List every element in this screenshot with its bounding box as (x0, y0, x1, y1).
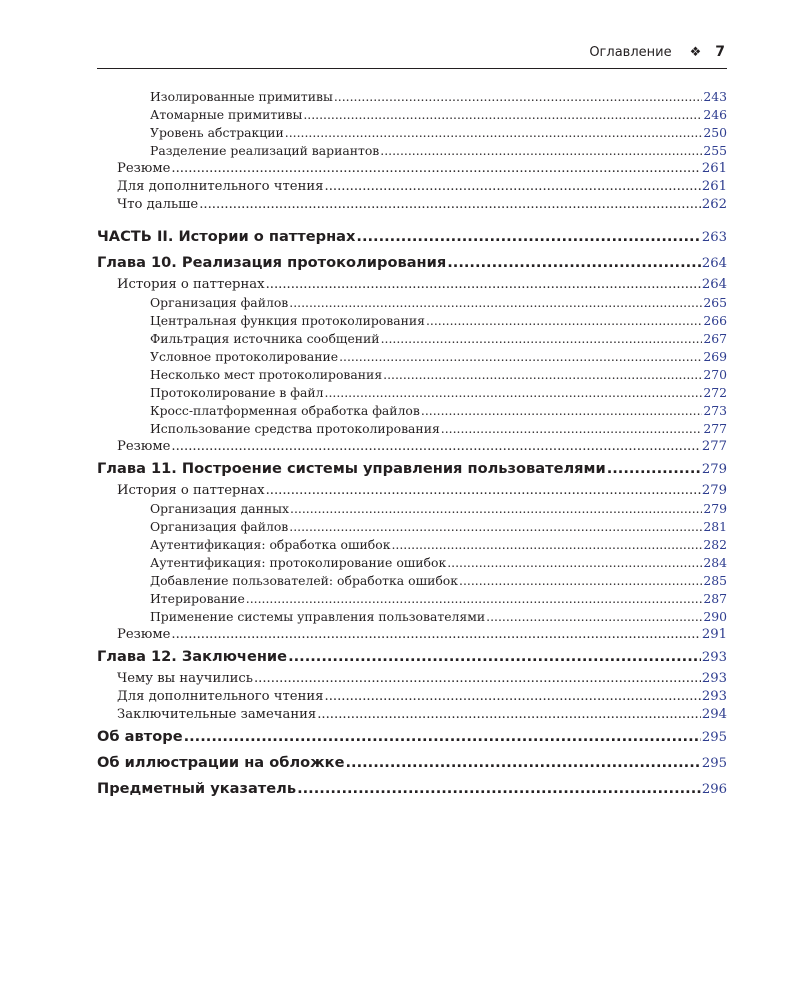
toc-entry-page: 269 (703, 349, 727, 364)
toc-entry-page: 294 (701, 707, 727, 722)
toc-entry[interactable] (97, 312, 727, 330)
dot-leader (317, 706, 701, 724)
dot-leader (288, 644, 701, 670)
toc-entry-page: 261 (701, 161, 727, 176)
toc-entry-title: Предметный указатель (97, 780, 297, 797)
section-gap (97, 214, 727, 224)
dot-leader (356, 224, 700, 250)
toc-entry-title: Аутентификация: протоколирование ошибок (150, 555, 447, 570)
toc-entry-page: 264 (701, 256, 727, 271)
toc-entry[interactable] (97, 536, 727, 554)
dot-leader (447, 250, 701, 276)
toc-entry[interactable] (97, 224, 727, 250)
toc-entry-title: Глава 10. Реализация протоколирования (97, 254, 447, 271)
toc-entry[interactable] (97, 330, 727, 348)
page (97, 44, 727, 802)
toc-entry[interactable] (97, 608, 727, 626)
dot-leader (325, 384, 703, 402)
toc-entry-page: 243 (703, 89, 727, 104)
toc-entry-title: Что дальше (117, 197, 199, 212)
toc-entry-title: Кросс-платформенная обработка файлов (150, 403, 420, 418)
toc-entry-title: Использование средства протоколирования (150, 421, 440, 436)
toc-entry-page: 255 (703, 143, 727, 158)
toc-entry[interactable] (97, 590, 727, 608)
toc-entry-page: 290 (703, 609, 727, 624)
dot-leader (289, 518, 702, 536)
toc-entry-title: Глава 11. Построение системы управления пользователями (97, 460, 606, 477)
toc-entry[interactable] (97, 438, 727, 456)
toc-entry-title: Для дополнительного чтения (117, 179, 324, 194)
dot-leader (391, 536, 702, 554)
toc-entry[interactable] (97, 366, 727, 384)
dot-leader (184, 724, 701, 750)
dot-leader (266, 482, 701, 500)
toc-entry[interactable] (97, 124, 727, 142)
toc-entry-title: Резюме (117, 439, 171, 454)
toc-entry-page: 267 (703, 331, 727, 346)
toc-entry-title: Уровень абстракции (150, 125, 284, 140)
toc-entry[interactable] (97, 276, 727, 294)
toc-entry-page: 265 (703, 295, 727, 310)
dot-leader (486, 608, 702, 626)
toc-entry[interactable] (97, 644, 727, 670)
toc-entry-page: 263 (701, 230, 727, 245)
toc-entry-page: 277 (701, 439, 727, 454)
toc-entry-page: 284 (703, 555, 727, 570)
toc-entry-title: Условное протоколирование (150, 349, 339, 364)
toc-entry-title: Для дополнительного чтения (117, 689, 324, 704)
dot-leader (346, 750, 701, 776)
toc-entry[interactable] (97, 706, 727, 724)
toc-entry-title: Протоколирование в файл (150, 385, 324, 400)
dot-leader (289, 294, 702, 312)
toc-entry-title: Чему вы научились (117, 671, 253, 686)
toc-entry-title: История о паттернах (117, 277, 265, 292)
toc-entry[interactable] (97, 294, 727, 312)
toc-entry-title: Центральная функция протоколирования (150, 313, 425, 328)
toc-entry[interactable] (97, 572, 727, 590)
toc-entry[interactable] (97, 348, 727, 366)
dot-leader (171, 626, 700, 644)
toc-entry[interactable] (97, 456, 727, 482)
toc-entry-title: Организация файлов (150, 519, 289, 534)
toc-entry-page: 279 (701, 462, 727, 477)
toc-entry-title: История о паттернах (117, 483, 265, 498)
toc-entry-page: 262 (701, 197, 727, 212)
toc-entry-page: 277 (703, 421, 727, 436)
dot-leader (285, 124, 703, 142)
dot-leader (171, 160, 700, 178)
toc-entry-page: 250 (703, 125, 727, 140)
toc-entry-page: 295 (701, 756, 727, 771)
dot-leader (607, 456, 701, 482)
dot-leader (441, 420, 703, 438)
toc-entry-title: Об иллюстрации на обложке (97, 754, 345, 771)
table-of-contents (97, 88, 727, 802)
dot-leader (199, 196, 701, 214)
dot-leader (334, 88, 702, 106)
toc-entry[interactable] (97, 518, 727, 536)
toc-entry-title: Резюме (117, 161, 171, 176)
toc-entry-title: Изолированные примитивы (150, 89, 333, 104)
dot-leader (266, 276, 701, 294)
toc-entry-page: 279 (703, 501, 727, 516)
toc-entry-title: Организация файлов (150, 295, 289, 310)
toc-entry-title: Атомарные примитивы (150, 107, 303, 122)
toc-entry-page: 282 (703, 537, 727, 552)
toc-entry-page: 264 (701, 277, 727, 292)
toc-entry-title: Организация данных (150, 501, 289, 516)
toc-entry[interactable] (97, 402, 727, 420)
toc-entry-page: 291 (701, 627, 727, 642)
toc-entry[interactable] (97, 196, 727, 214)
toc-entry-page: 281 (703, 519, 727, 534)
dot-leader (459, 572, 702, 590)
dot-leader (246, 590, 703, 608)
toc-entry-page: 279 (701, 483, 727, 498)
dot-leader (290, 500, 702, 518)
dot-leader (381, 330, 703, 348)
toc-entry-title: Разделение реализаций вариантов (150, 143, 380, 158)
page-number: 7 (715, 44, 725, 60)
toc-entry-title: Заключительные замечания (117, 707, 317, 722)
toc-entry-title: Фильтрация источника сообщений (150, 331, 380, 346)
dot-leader (171, 438, 700, 456)
toc-entry-title: Об авторе (97, 728, 183, 745)
dot-leader (297, 776, 701, 802)
toc-entry[interactable] (97, 724, 727, 750)
toc-entry-title: Итерирование (150, 591, 245, 606)
toc-entry-title: Добавление пользователей: обработка ошибок (150, 573, 459, 588)
toc-entry-page: 295 (701, 730, 727, 745)
toc-entry[interactable] (97, 142, 727, 160)
header-title: Оглавление (589, 45, 672, 60)
toc-entry-page: 293 (701, 689, 727, 704)
toc-entry-page: 293 (701, 650, 727, 665)
dot-leader (325, 688, 701, 706)
toc-entry-page: 293 (701, 671, 727, 686)
dot-leader (325, 178, 701, 196)
toc-entry-page: 296 (701, 782, 727, 797)
toc-entry-title: Глава 12. Заключение (97, 648, 288, 665)
ornament-icon: ❖ (689, 45, 702, 60)
toc-entry[interactable] (97, 626, 727, 644)
toc-entry[interactable] (97, 178, 727, 196)
toc-entry-title: Несколько мест протоколирования (150, 367, 383, 382)
toc-entry-page: 287 (703, 591, 727, 606)
toc-entry[interactable] (97, 776, 727, 802)
toc-entry-title: Аутентификация: обработка ошибок (150, 537, 391, 552)
toc-entry[interactable] (97, 384, 727, 402)
toc-entry-page: 261 (701, 179, 727, 194)
dot-leader (380, 142, 702, 160)
running-header (97, 44, 727, 69)
toc-entry-page: 270 (703, 367, 727, 382)
toc-entry-page: 273 (703, 403, 727, 418)
dot-leader (447, 554, 702, 572)
dot-leader (254, 670, 701, 688)
dot-leader (303, 106, 702, 124)
toc-entry-title: ЧАСТЬ II. Истории о паттернах (97, 228, 356, 245)
toc-entry[interactable] (97, 250, 727, 276)
toc-entry[interactable] (97, 688, 727, 706)
dot-leader (383, 366, 702, 384)
toc-entry[interactable] (97, 420, 727, 438)
toc-entry-page: 285 (703, 573, 727, 588)
toc-entry[interactable] (97, 106, 727, 124)
dot-leader (421, 402, 702, 420)
toc-entry[interactable] (97, 88, 727, 106)
toc-entry[interactable] (97, 670, 727, 688)
toc-entry-title: Применение системы управления пользователями (150, 609, 486, 624)
dot-leader (426, 312, 702, 330)
toc-entry[interactable] (97, 160, 727, 178)
toc-entry[interactable] (97, 482, 727, 500)
toc-entry[interactable] (97, 500, 727, 518)
toc-entry-title: Резюме (117, 627, 171, 642)
toc-entry-page: 272 (703, 385, 727, 400)
toc-entry[interactable] (97, 554, 727, 572)
toc-entry[interactable] (97, 750, 727, 776)
toc-entry-page: 246 (703, 107, 727, 122)
dot-leader (339, 348, 702, 366)
toc-entry-page: 266 (703, 313, 727, 328)
